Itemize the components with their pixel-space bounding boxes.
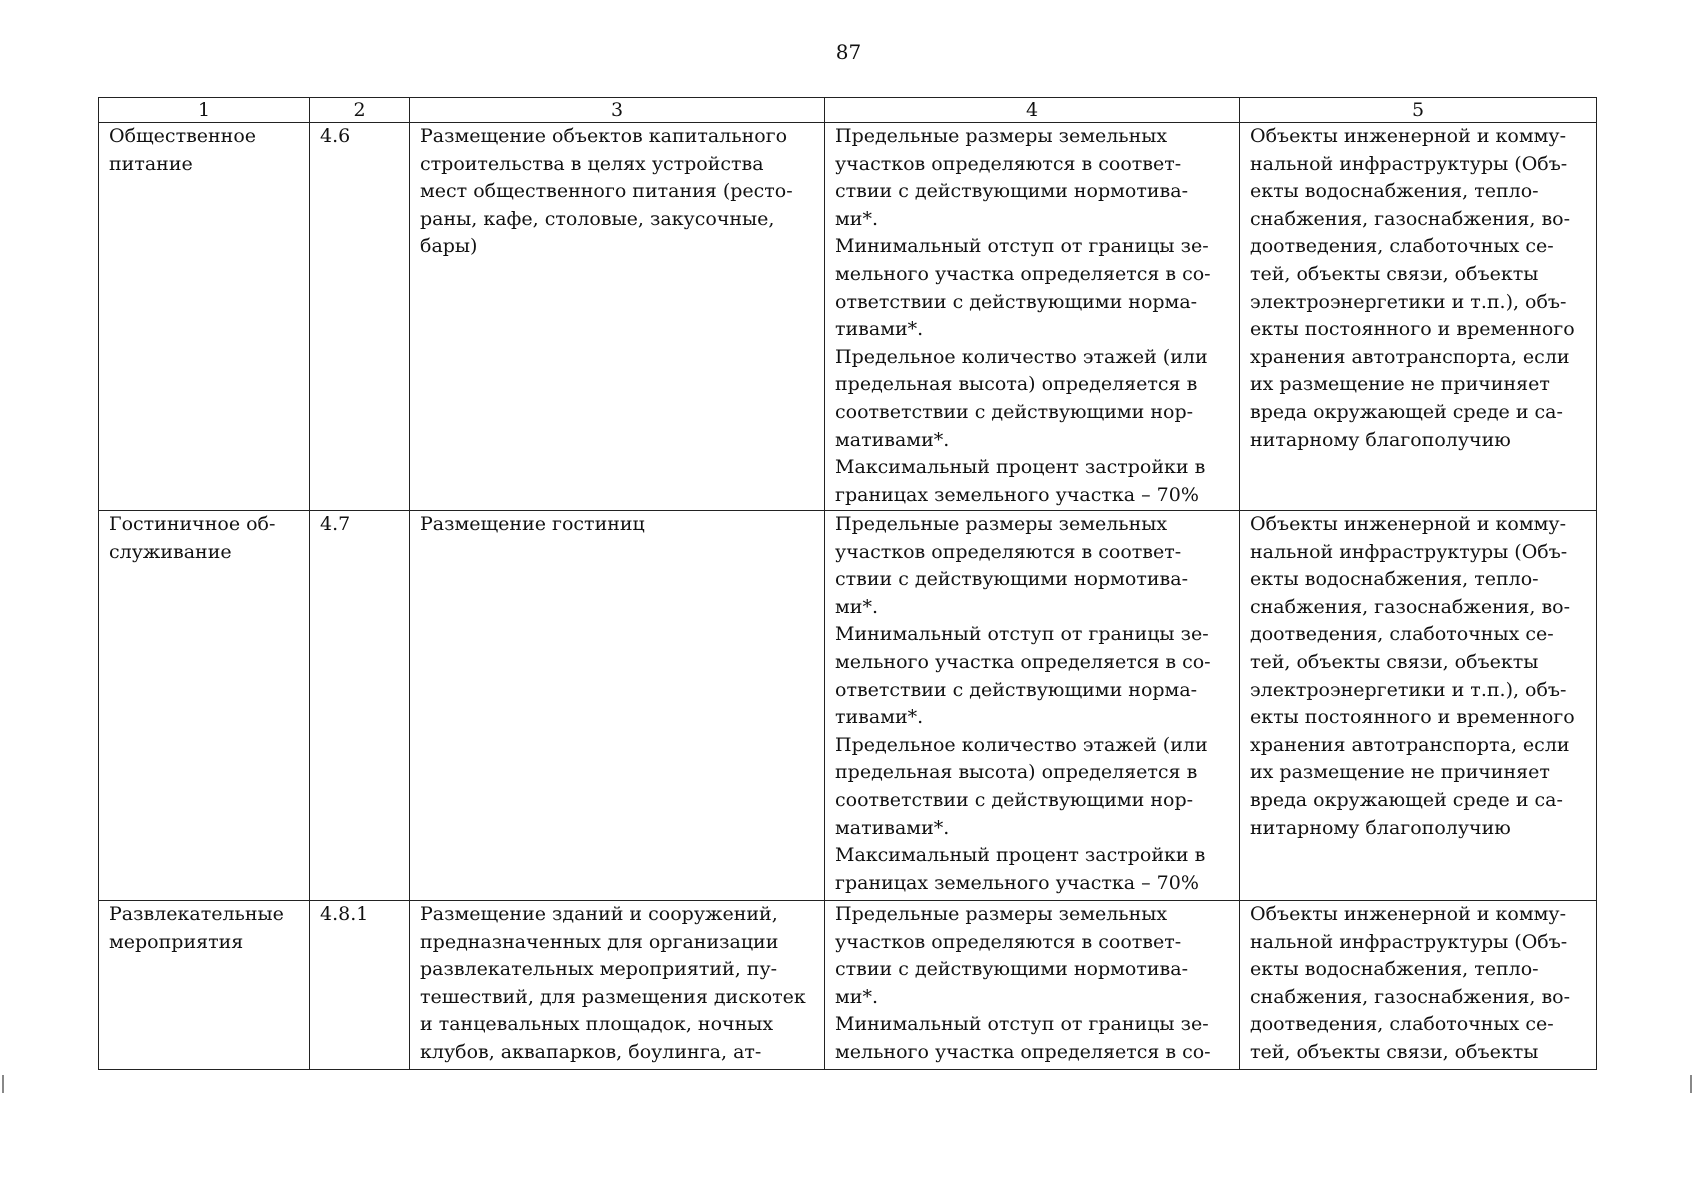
use-description-cell <box>410 123 825 511</box>
use-code: 4.8.1 <box>320 903 369 925</box>
auxiliary-uses: Объекты инженерной и комму- нальной инфраструктуры (Объ- екты водоснабжения, тепло- снабжения, газоснабжения, во- доотведения, слаботочных се- тей, объекты связи, объекты электроэнергетики и т.п.), объ- екты постоянного и временного хранения автотранспорта, если их размещение не причиняет вреда окружающей среде и са- нитарному благополучию <box>1250 125 1575 451</box>
auxiliary-uses-cell <box>1240 901 1597 1070</box>
use-description-cell <box>410 901 825 1070</box>
column-header-3: 3 <box>410 98 825 123</box>
use-code-cell <box>310 123 410 511</box>
use-code: 4.6 <box>320 125 351 147</box>
column-header-5: 5 <box>1240 98 1597 123</box>
use-name-cell <box>99 511 310 901</box>
scan-mark <box>2 1075 4 1093</box>
page-number: 87 <box>835 40 862 64</box>
use-description: Размещение объектов капитального строительства в целях устройства мест общественного питания (ресто- раны, кафе, столовые, закусочные, бары) <box>420 125 793 258</box>
use-name-cell <box>99 901 310 1070</box>
use-name-cell <box>99 123 310 511</box>
use-description: Размещение зданий и сооружений, предназначенных для организации развлекательных мероприятий, пу- тешествий, для размещения дискотек и танцевальных площадок, ночных клубов, аквапарков, боулинга, ат- <box>420 903 806 1063</box>
use-code-cell <box>310 901 410 1070</box>
table-row <box>99 511 1597 901</box>
auxiliary-uses-cell <box>1240 123 1597 511</box>
auxiliary-uses: Объекты инженерной и комму- нальной инфраструктуры (Объ- екты водоснабжения, тепло- снабжения, газоснабжения, во- доотведения, слаботочных се- тей, объекты связи, объекты <box>1250 903 1571 1063</box>
use-parameters-cell <box>825 511 1240 901</box>
auxiliary-uses-cell <box>1240 511 1597 901</box>
scan-mark <box>1690 1075 1692 1093</box>
column-header-4: 4 <box>825 98 1240 123</box>
use-description-cell <box>410 511 825 901</box>
use-code-cell <box>310 511 410 901</box>
use-name: Развлекательные мероприятия <box>109 903 284 953</box>
use-description: Размещение гостиниц <box>420 513 645 535</box>
use-parameters: Предельные размеры земельных участков определяются в соответ- ствии с действующими нормотива- ми*. Минимальный отступ от границы зе- мельного участка определяется в со- ответствии с действующими норма- тивами*. Предельное количество этажей (или предельная высота) определяется в соответствии с действующими нор- мативами*. Максимальный процент застройки в границах земельного участка – 70% <box>835 125 1211 506</box>
permitted-use-table <box>98 97 1597 1070</box>
column-header-2: 2 <box>310 98 410 123</box>
use-parameters-cell <box>825 123 1240 511</box>
use-parameters-cell <box>825 901 1240 1070</box>
use-name: Общественное питание <box>109 125 257 175</box>
table-row <box>99 123 1597 511</box>
use-parameters: Предельные размеры земельных участков определяются в соответ- ствии с действующими нормотива- ми*. Минимальный отступ от границы зе- мельного участка определяется в со- <box>835 903 1211 1063</box>
use-name: Гостиничное об- служивание <box>109 513 276 563</box>
table-row <box>99 901 1597 1070</box>
table-header-row <box>99 98 1597 123</box>
use-code: 4.7 <box>320 513 351 535</box>
use-parameters: Предельные размеры земельных участков определяются в соответ- ствии с действующими нормотива- ми*. Минимальный отступ от границы зе- мельного участка определяется в со- ответствии с действующими норма- тивами*. Предельное количество этажей (или предельная высота) определяется в соответствии с действующими нор- мативами*. Максимальный процент застройки в границах земельного участка – 70% <box>835 513 1211 894</box>
column-header-1: 1 <box>99 98 310 123</box>
auxiliary-uses: Объекты инженерной и комму- нальной инфраструктуры (Объ- екты водоснабжения, тепло- снабжения, газоснабжения, во- доотведения, слаботочных се- тей, объекты связи, объекты электроэнергетики и т.п.), объ- екты постоянного и временного хранения автотранспорта, если их размещение не причиняет вреда окружающей среде и са- нитарному благополучию <box>1250 513 1575 839</box>
